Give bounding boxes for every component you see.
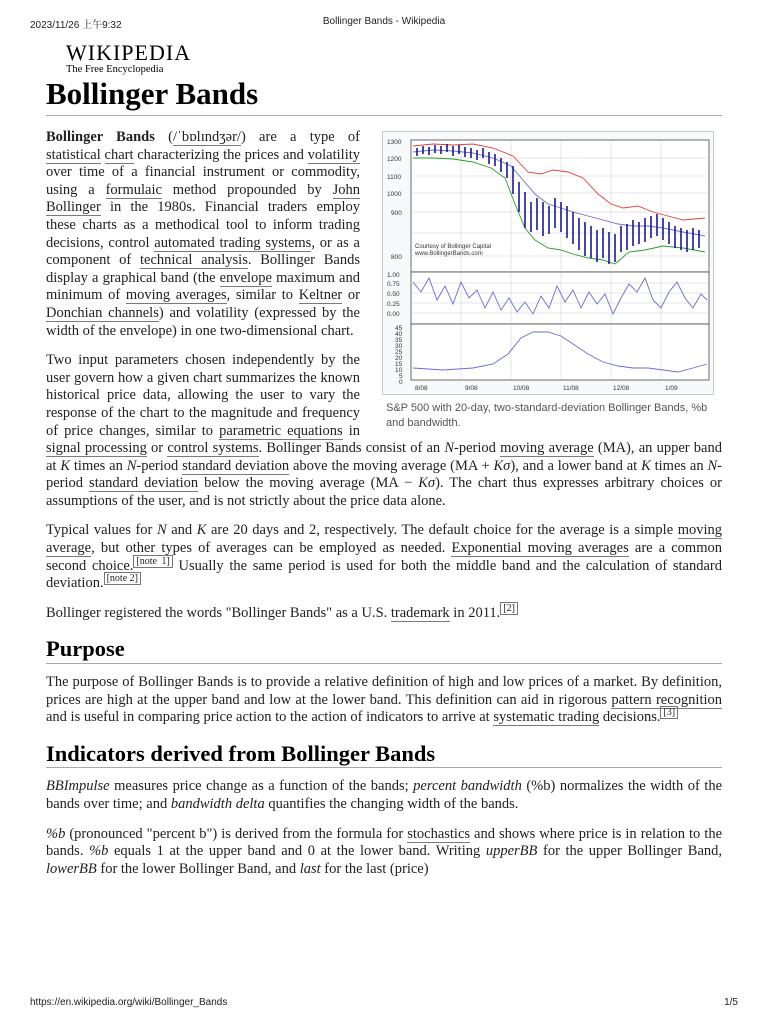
bw-tick: 10: [395, 367, 403, 374]
pctb-tick: 0.75: [387, 281, 400, 288]
link-parametric-equations[interactable]: parametric equations: [219, 422, 343, 439]
link-moving-average[interactable]: moving average: [46, 522, 723, 557]
link-stochastics[interactable]: stochastics: [407, 825, 471, 842]
print-page-title: Bollinger Bands - Wikipedia: [322, 16, 446, 27]
bw-tick: 25: [395, 349, 403, 356]
price-tick: 1200: [387, 156, 402, 163]
paragraph-percent-b: %b (pronounced "percent b") is derived from the formula for stochastics and shows where price is in relation to the bands. %b equals 1 at the upper band and 0 at the lower band. Writing upperBB for the upper Bollinger Band, lowerBB for the lower Bollinger Band, and last for the last (price): [46, 825, 723, 877]
link-systematic-trading[interactable]: systematic trading: [493, 709, 600, 726]
x-tick: 10/08: [513, 385, 530, 392]
paragraph-purpose: The purpose of Bollinger Bands is to provide a relative definition of high and low prices of a market. By definition, prices are high at the upper band and low at the lower band. This definition can aid in rigorous pattern recognition and is useful in comparing price action to the action of indicators to arrive at systematic trading decisions. [3]: [46, 674, 722, 726]
article-body: [46, 129, 722, 890]
page-title: Bollinger Bands: [46, 76, 259, 111]
x-tick: 1/09: [665, 385, 678, 392]
ref-2-link[interactable]: [2]: [500, 602, 518, 615]
pctb-tick: 0.50: [387, 291, 400, 298]
print-page-counter: 1/5: [724, 997, 738, 1008]
bollinger-chart-image[interactable]: [382, 131, 714, 395]
ref-3-link[interactable]: [3]: [660, 706, 678, 719]
print-url: https://en.wikipedia.org/wiki/Bollinger_Bands: [30, 997, 228, 1008]
link-control-systems[interactable]: control systems: [167, 440, 259, 457]
note-2-link[interactable]: [note 2]: [104, 572, 141, 585]
link-donchian-channels[interactable]: Donchian channels: [46, 304, 159, 321]
heading-indicators: Indicators derived from Bollinger Bands: [46, 745, 722, 769]
paragraph-typical-values: Typical values for N and K are 20 days and 2, respectively. The default choice for the average is a simple moving average, but other types of averages can be employed as needed. Exponential moving averages are a common second choice. [note 1] Usually the same period is used for both the middle band and the calculation of standard deviation. [note 2]: [46, 522, 723, 592]
print-date: 2023/11/26 上午9:32: [30, 20, 122, 31]
logo-wordmark: WIKIPEDIA: [66, 40, 192, 65]
print-header: [30, 16, 738, 30]
wikipedia-logo[interactable]: [66, 40, 191, 75]
heading-purpose: Purpose: [46, 640, 722, 664]
chart-figure: [382, 131, 722, 431]
link-moving-averages[interactable]: moving averages: [125, 287, 227, 304]
figure-caption: S&P 500 with 20-day, two-standard-deviation Bollinger Bands, %b and bandwidth.: [386, 402, 708, 429]
link-pattern-recognition[interactable]: pattern recognition: [611, 691, 722, 708]
chart-watermark-2: www.BollingerBands.com: [415, 251, 483, 257]
link-statistical[interactable]: statistical: [46, 146, 101, 163]
link-exponential-moving-averages[interactable]: Exponential moving averages: [451, 540, 629, 557]
link-envelope[interactable]: envelope: [219, 269, 272, 286]
link-formulaic[interactable]: formulaic: [105, 181, 162, 198]
bw-tick: 15: [395, 361, 403, 368]
x-tick: 9/08: [465, 385, 478, 392]
pronunciation-link[interactable]: /ˈbɒlɪndʒər/: [172, 129, 241, 145]
bw-tick: 20: [395, 355, 403, 362]
link-automated-trading-systems[interactable]: automated trading systems: [154, 234, 312, 251]
link-standard-deviation[interactable]: standard deviation: [89, 475, 199, 492]
price-tick: 1100: [387, 174, 401, 181]
x-tick: 12/08: [613, 385, 630, 392]
link-trademark[interactable]: trademark: [390, 604, 450, 621]
price-tick: 900: [391, 210, 402, 217]
paragraph-intro: Bollinger Bands (/ˈbɒlɪndʒər/) are a type of statistical chart characterizing the prices and volatility over time of a financial instrument or commodity, using a formulaic method propounded by John Bollinger in the 1980s. Financial traders employ these charts as a methodical tool to inform trading decisions, control automated trading systems, or as a component of technical analysis. Bollinger Bands display a graphical band (the envelope maximum and minimum of moving averages, similar to Keltner or Donchian channels) and volatility (expressed by the width of the envelope) in one two-dimensional chart.: [46, 129, 361, 339]
x-tick: 11/08: [563, 385, 579, 392]
link-volatility[interactable]: volatility: [307, 146, 360, 163]
chart-watermark-1: Courtesy of Bollinger Capital: [415, 244, 492, 250]
bw-tick: 5: [399, 373, 403, 380]
paragraph-trademark: Bollinger registered the words "Bollinger Bands" as a U.S. trademark in 2011. [2]: [46, 605, 722, 623]
link-keltner[interactable]: Keltner: [298, 287, 343, 304]
paragraph-parameters: Two input parameters chosen independently by the user govern how a given chart summarizes the known historical price data, allowing the user to vary the response of the chart to the magnitude and frequency of price changes, similar to parametric equations in signal processing or control systems. Bollinger Bands consist of an N-period moving average (MA), an upper band at K times an N-period standard deviation above the moving average (MA + Kσ), and a lower band at K times an N-period standard deviation below the moving average (MA − Kσ). The chart thus expresses arbitrary choices or assumptions of the user, and is not strictly about the price data alone.: [46, 352, 722, 509]
link-chart[interactable]: chart: [104, 146, 134, 163]
bollinger-chart-svg: [383, 132, 713, 394]
bw-tick: 45: [395, 325, 403, 332]
link-john-bollinger[interactable]: John Bollinger: [46, 181, 360, 216]
link-technical-analysis[interactable]: technical analysis: [140, 252, 248, 269]
bw-tick: 35: [395, 337, 403, 344]
price-tick: 1000: [387, 191, 402, 198]
print-footer: [30, 997, 738, 1011]
link-signal-processing[interactable]: signal processing: [46, 440, 147, 457]
title-divider: [46, 115, 722, 116]
term-bollinger-bands: Bollinger Bands: [46, 129, 155, 145]
pctb-tick: 1.00: [387, 272, 400, 279]
note-1-link[interactable]: [note 1]: [133, 555, 172, 568]
logo-tagline: The Free Encyclopedia: [66, 64, 164, 75]
paragraph-bbimpulse: BBImpulse measures price change as a function of the bands; percent bandwidth (%b) normalizes the width of the bands over time; and bandwidth delta quantifies the changing width of the bands.: [46, 778, 723, 812]
link-standard-deviation[interactable]: standard deviation: [182, 457, 290, 474]
link-moving-average[interactable]: moving average: [500, 440, 594, 457]
bw-tick: 30: [395, 343, 403, 350]
x-tick: 8/08: [415, 385, 428, 392]
pctb-tick: 0.00: [387, 311, 400, 318]
price-tick: 800: [391, 254, 402, 261]
pctb-tick: 0.25: [387, 301, 400, 308]
bw-tick: 40: [395, 331, 403, 338]
bw-tick: 0: [399, 379, 403, 386]
price-tick: 1300: [387, 139, 402, 146]
